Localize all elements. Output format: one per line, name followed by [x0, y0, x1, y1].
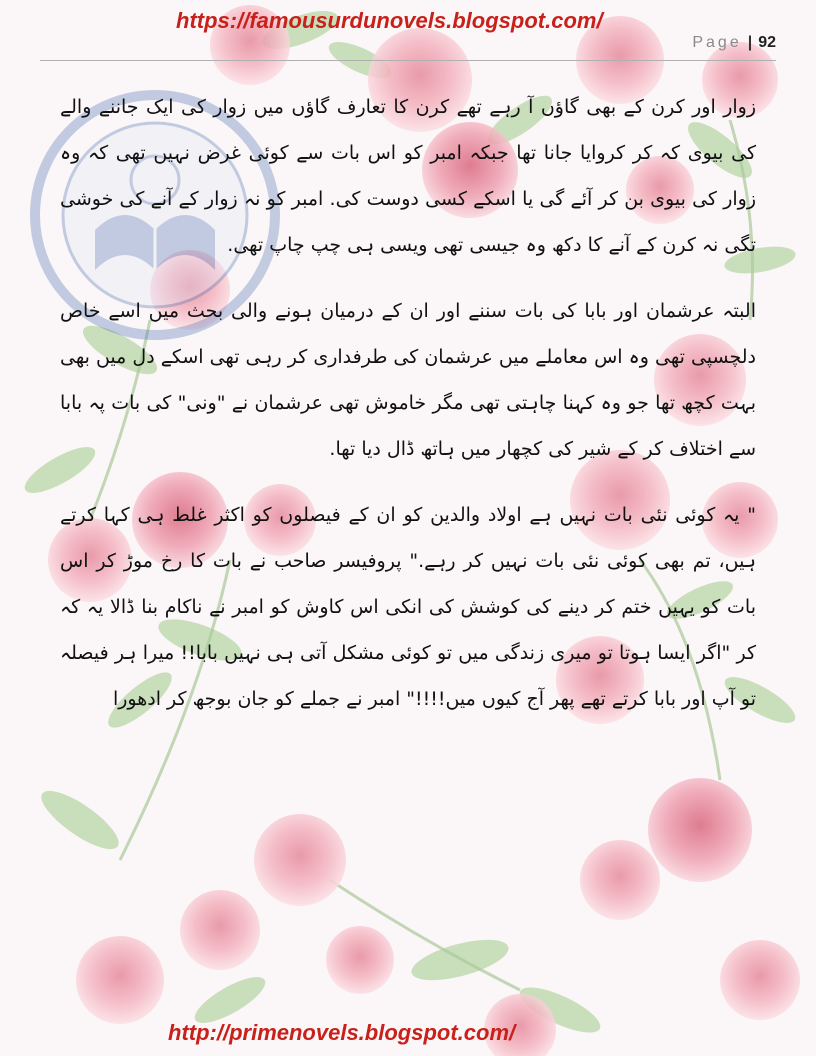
header-blog-url[interactable]: https://famousurdunovels.blogspot.com/	[176, 8, 603, 33]
page-number-value: 92	[758, 34, 776, 51]
page-label: Page	[692, 34, 742, 51]
paragraph: زوار اور کرن کے بھی گاؤں آ رہے تھے کرن کا تعارف گاؤں میں زوار کی ایک جاننے والے کی بیوی کہ کر کروایا جانا تھا جبکہ امبر کو اس بات سے کوئی غرض نہیں تھی کہ وہ زوار کی بیوی بن کر آئے گی یا اسکے کسی دوست کی. امبر کو نہ زوار کے آنے کی خوشی تگی نہ کرن کے آنے کا دکھ وہ جیسی تھی ویسی ہی چپ چاپ تھی.	[60, 96, 756, 256]
footer-blog-url[interactable]: http://primenovels.blogspot.com/	[168, 1020, 516, 1045]
header-divider	[40, 60, 776, 61]
paragraph: البتہ عرشمان اور بابا کی بات سننے اور ان کے درمیان ہونے والی بحث میں اسے خاص دلچسپی تھی وہ اس معاملے میں عرشمان کی طرفداری کر رہی تھی اسکے دل میں بھی بہت کچھ تھا جو وہ کہنا چاہتی تھی مگر خاموش تھی عرشمان نے "ونی" کی بات پہ بابا سے اختلاف کر کے شیر کی کچھار میں ہاتھ ڈال دیا تھا.	[60, 300, 756, 460]
page-number	[692, 34, 776, 52]
paragraph: " یہ کوئی نئی بات نہیں ہے اولاد والدین کو ان کے فیصلوں کو اکثر غلط ہی کہا کرتے ہیں، تم بھی کوئی نئی بات نہیں کر رہے." پروفیسر صاحب نے بات کا رخ موڑ کر اس بات کو یہیں ختم کر دینے کی کوشش کی انکی اس کاوش کو امبر نے ناکام بنا ڈالا یہ کہ کر "اگر ایسا ہوتا تو میری زندگی میں تو کوئی مشکل آتی ہی نہیں بابا!! میرا ہر فیصلہ تو آپ اور بابا کرتے تھے پھر آج کیوں میں!!!!" امبر نے جملے کو جان بوجھ کر ادھورا	[60, 504, 756, 710]
novel-text	[60, 84, 756, 742]
page-separator: |	[747, 34, 753, 51]
